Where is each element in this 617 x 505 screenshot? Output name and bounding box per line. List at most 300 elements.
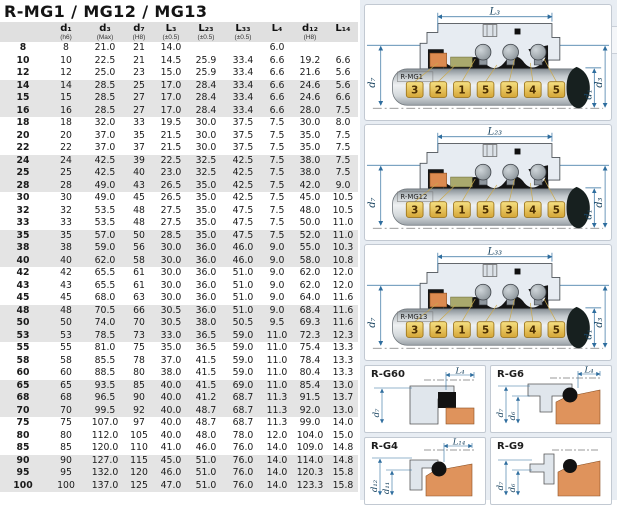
cell-d7: 58 [133, 254, 145, 266]
cell-l33: 51.0 [232, 292, 254, 303]
cell-l33: 76.0 [232, 442, 254, 453]
page-title: R-MG1 / MG12 / MG13 [4, 2, 208, 21]
cell-l14: 14.8 [332, 442, 354, 453]
cell-l14: 5.6 [335, 67, 351, 78]
cell-l33: 42.5 [232, 179, 254, 191]
cell-d3: 53.5 [94, 217, 116, 228]
cell-l4: 11.0 [266, 342, 288, 353]
cell-d1: 24 [60, 154, 72, 166]
cell-l4: 6.6 [269, 92, 285, 103]
cell-l3: 45.0 [160, 454, 182, 466]
table-row [0, 217, 358, 230]
cell-d3: 70.5 [94, 304, 116, 316]
col-header-l23: L₂₃ (±0.5) [188, 22, 224, 42]
cell-l33: 59.0 [232, 354, 254, 366]
col-header-l3: L₃ (±0.5) [154, 22, 188, 42]
cell-l23: 36.0 [195, 267, 217, 278]
table-row [0, 455, 358, 468]
cell-l23: 41.5 [195, 367, 217, 378]
cell-l4: 6.6 [269, 79, 285, 91]
cell-d7: 56 [133, 242, 145, 253]
diagram-panel-rg60 [364, 365, 486, 433]
cell-l14: 7.5 [335, 154, 351, 166]
cell-d3: 42.5 [94, 154, 116, 166]
cell-d3: 53.5 [94, 204, 116, 216]
cell-d12: 24.6 [299, 92, 321, 103]
cell-size: 53 [16, 329, 30, 341]
table-row [0, 480, 358, 493]
cell-l33: 37.5 [232, 129, 254, 141]
part-number-chip: 1 [458, 324, 466, 337]
cell-d1: 28 [60, 179, 72, 191]
cell-l3: 15.0 [160, 67, 182, 78]
cell-d12: 48.0 [299, 204, 321, 216]
cell-d12: 123.3 [296, 479, 324, 491]
diagram-section [360, 0, 617, 500]
cell-size: 48 [16, 304, 30, 316]
cell-l4: 11.0 [266, 379, 288, 391]
cell-d1: 100 [57, 479, 75, 491]
cell-size: 30 [16, 192, 30, 203]
cell-l4: 9.0 [269, 254, 285, 266]
cell-l23: 36.0 [195, 242, 217, 253]
table-row [0, 255, 358, 268]
cell-l33: 68.7 [232, 404, 254, 416]
cell-l4: 6.6 [269, 67, 285, 78]
cell-l3: 27.5 [160, 204, 182, 216]
cell-d7: 125 [130, 479, 148, 491]
cell-l23: 41.5 [195, 354, 217, 366]
cell-size: 20 [16, 129, 30, 141]
dim-label-d7: d₇ [372, 408, 382, 418]
cell-d7: 48 [133, 204, 145, 216]
cell-l3: 14.5 [160, 54, 182, 66]
cell-d7: 70 [133, 317, 145, 328]
cell-d3: 88.5 [94, 367, 116, 378]
cell-l33: 33.4 [232, 104, 254, 116]
cell-l14: 13.3 [332, 367, 354, 378]
cell-l33: 69.0 [232, 379, 254, 391]
cell-d7: 110 [130, 442, 148, 453]
cell-d3: 132.0 [91, 467, 119, 478]
cell-l33: 42.5 [232, 192, 254, 203]
dim-label-d11: d₁₁ [382, 481, 392, 495]
cell-size: 14 [16, 79, 30, 91]
cell-l3: 30.0 [160, 254, 182, 266]
model-label-rg4: R-G4 [371, 441, 399, 452]
cell-l4: 14.0 [266, 479, 288, 491]
cell-size: 40 [16, 254, 30, 266]
cell-d1: 20 [60, 129, 72, 141]
cell-d3: 42.5 [94, 167, 116, 178]
cell-l33: 33.4 [232, 67, 254, 78]
cell-l33: 76.0 [232, 467, 254, 478]
cell-l23: 30.0 [195, 117, 217, 128]
cell-d7: 120 [130, 467, 148, 478]
cell-l4: 12.0 [266, 429, 288, 441]
part-number-chip: 5 [481, 84, 490, 97]
cell-l4: 11.3 [266, 392, 288, 403]
part-number-chip: 5 [552, 204, 560, 217]
cell-d12: 62.0 [299, 267, 321, 278]
cell-l33: 46.0 [232, 242, 254, 253]
dim-label-l23: L₂₃ [487, 126, 503, 138]
cell-l3: 30.5 [160, 304, 182, 316]
cell-l4: 14.0 [266, 467, 288, 478]
cell-l23: 41.5 [195, 379, 217, 391]
cell-d7: 66 [133, 304, 145, 316]
cell-l33: 59.0 [232, 342, 254, 353]
cell-l23: 51.0 [195, 467, 217, 478]
cell-l33: 59.0 [232, 329, 254, 341]
cell-d12: 120.3 [296, 467, 324, 478]
cell-l14: 15.8 [332, 479, 354, 491]
cell-d1: 12 [60, 67, 72, 78]
model-label-rmg1: R-MG1 [400, 73, 424, 82]
cell-l33: 37.5 [232, 117, 254, 128]
cell-d3: 32.0 [94, 117, 116, 128]
cell-l4: 7.5 [269, 142, 285, 153]
part-number-chip: 2 [434, 324, 442, 337]
cell-l14: 14.0 [332, 417, 354, 428]
cell-d7: 115 [130, 454, 148, 466]
cell-l14: 7.5 [335, 104, 351, 116]
cell-d12: 85.4 [299, 379, 321, 391]
table-row [0, 105, 358, 118]
diagram-panel-rmg13 [364, 244, 612, 361]
cell-d1: 16 [60, 104, 72, 116]
part-number-chip: 2 [434, 204, 442, 217]
cell-l14: 11.6 [332, 304, 354, 316]
col-header-l33: L₃₃ (±0.5) [224, 22, 262, 42]
dim-label-d12: d₁₂ [370, 479, 380, 493]
cell-d1: 32 [60, 204, 72, 216]
dim-label-d7: d₇ [496, 481, 506, 491]
table-row [0, 280, 358, 293]
cell-l14: 11.0 [332, 229, 354, 241]
table-row [0, 330, 358, 343]
table-row [0, 380, 358, 393]
table-row [0, 405, 358, 418]
table-row [0, 180, 358, 193]
cell-d7: 33 [133, 117, 145, 128]
cell-d12: 30.0 [299, 117, 321, 128]
cell-size: 100 [13, 479, 33, 491]
cell-d3: 85.5 [94, 354, 116, 366]
table-row [0, 467, 358, 480]
cell-d3: 74.0 [94, 317, 116, 328]
diagram-panel-rmg1 [364, 4, 612, 121]
cell-size: 22 [16, 142, 30, 153]
dim-label-d3: d₃ [594, 197, 606, 208]
dim-label-l4: L₄ [584, 366, 594, 376]
cell-size: 95 [16, 467, 30, 478]
dim-label-d6: d₆ [508, 411, 518, 421]
col-header-l14: L₁₄ [328, 22, 358, 42]
cell-size: 24 [16, 154, 30, 166]
cell-d3: 59.0 [94, 242, 116, 253]
cell-l14: 12.3 [332, 329, 354, 341]
cell-l4: 7.5 [269, 167, 285, 178]
table-row [0, 230, 358, 243]
cell-l4: 6.6 [269, 54, 285, 66]
cell-d1: 58 [60, 354, 72, 366]
cell-size: 28 [16, 179, 30, 191]
cell-l23: 28.4 [195, 104, 217, 116]
cell-d1: 53 [60, 329, 72, 341]
model-label-rmg12: R-MG12 [400, 193, 428, 202]
cell-l33: 47.5 [232, 229, 254, 241]
cell-d7: 61 [133, 279, 145, 291]
cell-l14: 7.5 [335, 129, 351, 141]
cell-d3: 22.5 [94, 54, 116, 66]
cell-l23: 51.0 [195, 454, 217, 466]
cell-l23: 35.0 [195, 217, 217, 228]
cell-size: 10 [16, 54, 30, 66]
part-number-chip: 4 [529, 84, 537, 97]
diagram-panel-rg6 [490, 365, 612, 433]
table-row [0, 292, 358, 305]
cell-l33: 42.5 [232, 154, 254, 166]
cell-d1: 18 [60, 117, 72, 128]
cell-l4: 11.0 [266, 329, 288, 341]
cell-l4: 6.0 [269, 42, 285, 53]
dim-label-d7: d₇ [366, 317, 378, 328]
cell-d1: 38 [60, 242, 72, 253]
cell-d3: 62.0 [94, 254, 116, 266]
cell-l4: 11.3 [266, 417, 288, 428]
cell-l4: 14.0 [266, 442, 288, 453]
table-row [0, 80, 358, 93]
cell-d3: 78.5 [94, 329, 116, 341]
cell-size: 43 [16, 279, 30, 291]
cell-d1: 14 [60, 79, 72, 91]
cell-l3: 30.0 [160, 279, 182, 291]
table-row [0, 392, 358, 405]
part-number-chip: 3 [411, 324, 419, 337]
table-row [0, 342, 358, 355]
cell-d12: 62.0 [299, 279, 321, 291]
cell-d1: 68 [60, 392, 72, 403]
dim-label-l4: L₄ [455, 366, 465, 377]
table-row [0, 242, 358, 255]
cell-l14: 13.0 [332, 404, 354, 416]
cell-l4: 9.0 [269, 304, 285, 316]
dim-label-d1: d₁ [583, 89, 595, 100]
part-number-chip: 3 [505, 324, 513, 337]
cell-d1: 42 [60, 267, 72, 278]
cell-l23: 46.0 [195, 442, 217, 453]
cell-l4: 9.5 [269, 317, 285, 328]
cell-l33: 37.5 [232, 142, 254, 153]
cell-d7: 25 [133, 79, 145, 91]
cell-d7: 39 [133, 154, 145, 166]
cell-size: 65 [16, 379, 30, 391]
cell-l14: 7.5 [335, 142, 351, 153]
cell-d1: 8 [63, 42, 69, 53]
cell-l23: 28.4 [195, 92, 217, 103]
cell-d7: 35 [133, 129, 145, 141]
cell-l3: 30.5 [160, 317, 182, 328]
cell-l33: 51.0 [232, 279, 254, 291]
part-number-chip: 2 [434, 84, 442, 97]
cell-l33: 50.5 [232, 317, 254, 328]
cell-size: 42 [16, 267, 30, 278]
cell-d12: 55.0 [299, 242, 321, 253]
cell-l3: 33.0 [160, 329, 182, 341]
cell-d7: 80 [133, 367, 145, 378]
cell-d12: 64.0 [299, 292, 321, 303]
cell-size: 85 [16, 442, 30, 453]
cell-d1: 85 [60, 442, 72, 453]
dimensions-table [0, 22, 358, 492]
cell-d12: 52.0 [299, 229, 321, 241]
cell-l3: 37.0 [160, 354, 182, 366]
seal-cross-section-rmg13 [365, 245, 611, 358]
cell-d7: 105 [130, 429, 148, 441]
cell-l4: 11.3 [266, 404, 288, 416]
table-row [0, 417, 358, 430]
cell-d1: 70 [60, 404, 72, 416]
cell-l23: 51.0 [195, 479, 217, 491]
cell-l33: 76.0 [232, 454, 254, 466]
cell-l14: 10.8 [332, 254, 354, 266]
cell-l23: 30.0 [195, 142, 217, 153]
cell-l33 [224, 42, 262, 55]
cell-d1: 60 [60, 367, 72, 378]
cell-l14: 6.6 [335, 92, 351, 103]
cell-size: 18 [16, 117, 30, 128]
cell-l3: 21.5 [160, 142, 182, 153]
cell-d3: 93.5 [94, 379, 116, 391]
cell-d1: 30 [60, 192, 72, 203]
cell-l14: 15.8 [332, 467, 354, 478]
cell-l23: 41.2 [195, 392, 217, 403]
cell-l3: 17.0 [160, 104, 182, 116]
cell-d7: 27 [133, 104, 145, 116]
cell-d3: 107.0 [91, 417, 119, 428]
dim-label-d7: d₇ [496, 408, 506, 418]
cell-l33: 47.5 [232, 204, 254, 216]
cell-l4: 14.0 [266, 454, 288, 466]
cell-d12: 58.0 [299, 254, 321, 266]
cell-l33: 59.0 [232, 367, 254, 378]
cell-d7: 21 [133, 42, 145, 53]
cell-d12: 21.6 [299, 67, 321, 78]
cell-d3: 28.5 [94, 79, 116, 91]
dim-label-l3: L₃ [489, 6, 501, 18]
cell-size: 25 [16, 167, 30, 178]
cell-l23: 30.0 [195, 129, 217, 141]
cell-l23: 36.0 [195, 304, 217, 316]
cell-d12: 42.0 [299, 179, 321, 191]
cell-d12: 28.0 [299, 104, 321, 116]
cell-d3: 49.0 [94, 192, 116, 203]
cell-l14: 12.0 [332, 279, 354, 291]
table-row [0, 155, 358, 168]
cell-l3: 40.0 [160, 379, 182, 391]
cell-d3: 25.0 [94, 67, 116, 78]
cell-l33: 33.4 [232, 92, 254, 103]
cell-l3: 17.0 [160, 79, 182, 91]
cell-l14: 13.3 [332, 342, 354, 353]
cell-l33: 33.4 [232, 79, 254, 91]
cell-l4: 7.5 [269, 179, 285, 191]
cell-l4: 9.0 [269, 267, 285, 278]
cell-l33: 42.5 [232, 167, 254, 178]
part-number-chip: 5 [552, 84, 560, 97]
cell-d1: 33 [60, 217, 72, 228]
cell-d7: 61 [133, 267, 145, 278]
cell-size: 38 [16, 242, 30, 253]
cell-d12: 68.4 [299, 304, 321, 316]
cell-l3: 46.0 [160, 467, 182, 478]
cell-d7: 48 [133, 217, 145, 228]
cell-size: 80 [16, 429, 30, 441]
cell-d1: 15 [60, 92, 72, 103]
cell-l3: 30.0 [160, 267, 182, 278]
cell-d12: 50.0 [299, 217, 321, 228]
cell-size: 35 [16, 229, 30, 241]
cell-d7: 27 [133, 92, 145, 103]
cell-l4: 7.5 [269, 192, 285, 203]
cell-l33: 47.5 [232, 217, 254, 228]
cell-d7: 43 [133, 179, 145, 191]
cell-l14: 8.0 [335, 117, 351, 128]
cell-size: 68 [16, 392, 30, 403]
cell-d7: 37 [133, 142, 145, 153]
cell-l33: 76.0 [232, 479, 254, 491]
model-label-rg9: R-G9 [497, 441, 525, 452]
cell-d12: 45.0 [299, 192, 321, 203]
cell-l14: 12.0 [332, 267, 354, 278]
cell-l33: 68.7 [232, 392, 254, 403]
cell-l14: 10.5 [332, 204, 354, 216]
cell-d12: 78.4 [299, 354, 321, 366]
cell-l14: 13.3 [332, 354, 354, 366]
cell-l14: 10.3 [332, 242, 354, 253]
cell-size: 90 [16, 454, 30, 466]
cell-d3: 120.0 [91, 442, 119, 453]
model-label-rg60: R-G60 [371, 369, 405, 380]
table-corner-cell [0, 22, 46, 42]
cell-d3: 96.5 [94, 392, 116, 403]
cell-d12: 92.0 [299, 404, 321, 416]
cell-l23: 28.4 [195, 79, 217, 91]
cell-l3: 22.5 [160, 154, 182, 166]
cell-d3: 28.5 [94, 104, 116, 116]
cell-d1: 40 [60, 254, 72, 266]
cell-l33: 51.0 [232, 304, 254, 316]
table-row [0, 192, 358, 205]
cell-l4: 9.0 [269, 242, 285, 253]
cell-l3: 47.0 [160, 479, 182, 491]
cell-l23: 35.0 [195, 192, 217, 203]
cell-l4: 7.5 [269, 117, 285, 128]
cell-d1: 25 [60, 167, 72, 178]
cell-size: 15 [16, 92, 30, 103]
cell-l23: 35.0 [195, 179, 217, 191]
cell-l23: 36.0 [195, 292, 217, 303]
cell-l23: 36.0 [195, 254, 217, 266]
cell-l23: 35.0 [195, 204, 217, 216]
dim-label-d1: d₁ [583, 209, 595, 220]
cell-d7: 78 [133, 354, 145, 366]
cell-d7: 23 [133, 67, 145, 78]
dim-label-l14: L₁₄ [452, 438, 466, 448]
cell-d12: 38.0 [299, 154, 321, 166]
cell-l14: 11.6 [332, 317, 354, 328]
